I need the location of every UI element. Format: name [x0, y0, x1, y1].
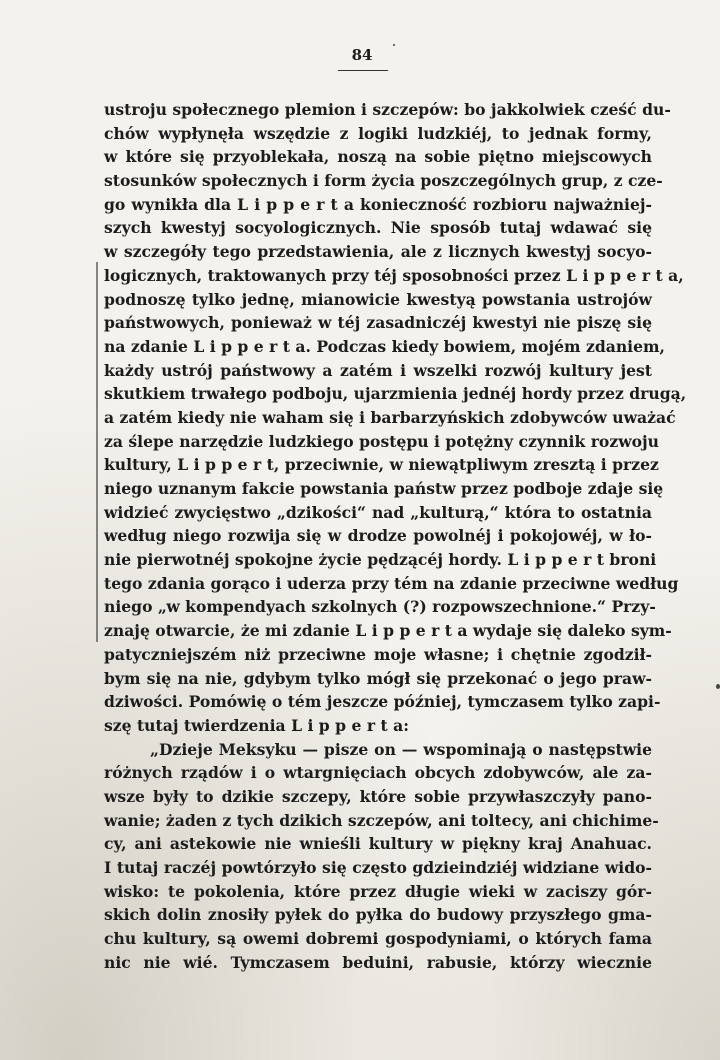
quote-line: nic nie wié. Tymczasem beduini, rabusie, którzy wiecznie: [104, 952, 652, 972]
text-line: bym się na nie, gdybym tylko mógł się przekonać o jego praw-: [104, 668, 652, 688]
quote-line: I tutaj raczéj powtórzyło się często gdzieindziéj widziane wido-: [104, 858, 652, 877]
text-line: patyczniejszém niż przeciwne moje własne; i chętnie zgodził-: [104, 644, 652, 664]
text-line: szę tutaj twierdzenia L i p p e r t a:: [104, 715, 409, 735]
text-line: szych kwestyj socyologicznych. Nie sposób tutaj wdawać się: [104, 218, 652, 238]
text-line: znaję otwarcie, że mi zdanie L i p p e r t a wydaje się daleko sym-: [104, 621, 672, 641]
text-line: stosunków społecznych i form życia poszczególnych grup, z cze-: [104, 171, 663, 191]
quote-line: wanie; żaden z tych dzikich szczepów, ani toltecy, ani chichime-: [104, 810, 659, 830]
text-line: a zatém kiedy nie waham się i barbarzyńskich zdobywców uważać: [104, 407, 676, 427]
text-line: tego zdania gorąco i uderza przy tém na zdanie przeciwne według: [104, 573, 679, 593]
text-line: skutkiem trwałego podboju, ujarzmienia jednéj hordy przez drugą,: [104, 384, 687, 404]
text-line: logicznych, traktowanych przy téj sposobności przez L i p p e r t a,: [104, 265, 684, 285]
text-line: dziwości. Pomówię o tém jeszcze później, tymczasem tylko zapi-: [104, 692, 661, 712]
text-line: niego „w kompendyach szkolnych (?) rozpowszechnione.“ Przy-: [104, 597, 656, 617]
text-line: według niego rozwija się w drodze powolnéj i pokojowéj, w ło-: [104, 526, 652, 546]
text-line: w które się przyoblekała, noszą na sobie piętno miejscowych: [104, 147, 652, 167]
ink-spot: [716, 684, 720, 689]
quote-line: cy, ani astekowie nie wnieśli kultury w piękny kraj Anahuac.: [104, 834, 652, 854]
body-text: [104, 98, 687, 974]
text-line: każdy ustrój państwowy a zatém i wszelki rozwój kultury jest: [104, 360, 652, 380]
text-line: chów wypłynęła wszędzie z logiki ludzkiéj, to jednak formy,: [104, 123, 652, 143]
text-line: podnoszę tylko jednę, mianowicie kwestyą powstania ustrojów: [104, 289, 652, 309]
text-line: ustroju społecznego plemion i szczepów: bo jakkolwiek cześć du-: [104, 100, 671, 119]
text-line: kultury, L i p p e r t, przeciwnie, w niewątpliwym zresztą i przez: [104, 455, 659, 475]
page-number-rule: [338, 70, 388, 71]
text-line: za ślepe narzędzie ludzkiego postępu i potężny czynnik rozwoju: [104, 431, 659, 451]
text-line: na zdanie L i p p e r t a. Podczas kiedy bowiem, mojém zdaniem,: [104, 336, 665, 356]
text-line: państwowych, ponieważ w téj zasadniczéj kwestyi nie piszę się: [104, 313, 652, 333]
page-number: 84: [351, 46, 373, 64]
quote-line: różnych rządów i o wtargnięciach obcych zdobywców, ale za-: [104, 763, 652, 783]
quote-line: chu kultury, są owemi dobremi gospodyniami, o których fama: [104, 929, 652, 949]
quote-line: skich dolin znosiły pyłek do pyłka do budowy przyszłego gma-: [104, 905, 652, 925]
quote-line: „Dzieje Meksyku — pisze on — wspominają o następstwie: [150, 739, 652, 759]
text-line: go wynikła dla L i p p e r t a konieczność rozbioru najważniej-: [104, 194, 652, 214]
text-line: widzieć zwycięstwo „dzikości“ nad „kulturą,“ która to ostatnia: [104, 502, 652, 522]
text-line: w szczegóły tego przedstawienia, ale z licznych kwestyj socyo-: [104, 242, 652, 262]
text-line: niego uznanym fakcie powstania państw przez podboje zdaje się: [104, 479, 664, 498]
margin-pencil-mark: [96, 262, 98, 642]
quote-line: wsze były to dzikie szczepy, które sobie przywłaszczyły pano-: [104, 786, 652, 806]
ink-spot: [393, 44, 395, 46]
quote-line: wisko: te pokolenia, które przez długie wieki w zaciszy gór-: [104, 881, 652, 901]
text-line: nie pierwotnéj spokojne życie pędzącéj hordy. L i p p e r t broni: [104, 550, 657, 570]
